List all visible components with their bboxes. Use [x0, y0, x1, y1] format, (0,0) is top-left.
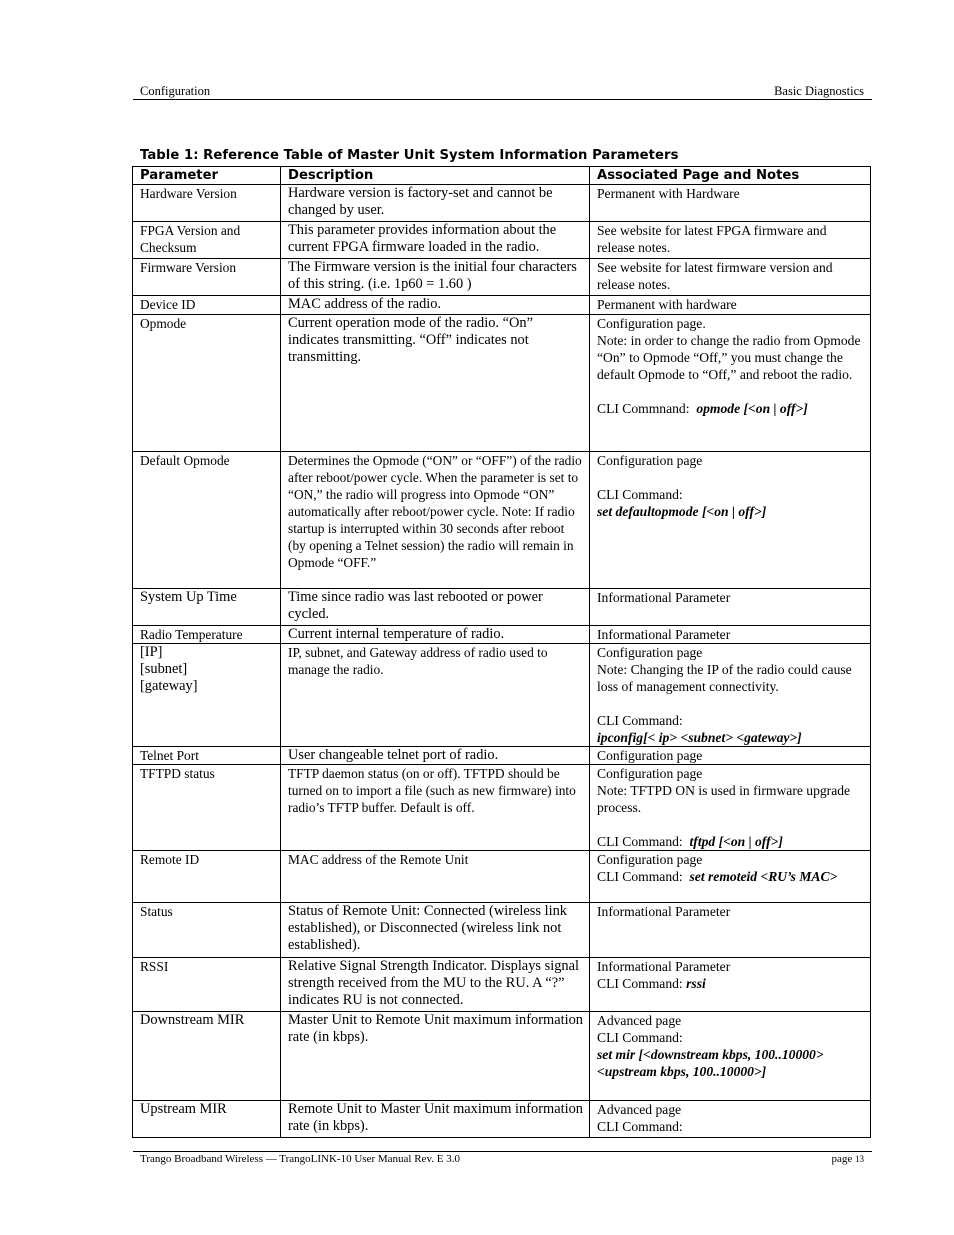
notes-cell	[590, 644, 871, 747]
desc-cell: Relative Signal Strength Indicator. Displays signal strength received from the MU to the RU. A “?” indicates RU is not connected.	[281, 958, 590, 1012]
desc-cell: Remote Unit to Master Unit maximum information rate (in kbps).	[281, 1101, 590, 1138]
param-cell: Firmware Version	[133, 259, 281, 296]
cli-label: CLI Command:	[597, 834, 683, 849]
cli-command: ipconfig[< ip> <subnet> <gateway>]	[597, 730, 802, 745]
desc-cell: This parameter provides information about the current FPGA firmware loaded in the radio.	[281, 222, 590, 259]
notes-text: Advanced page	[597, 1013, 682, 1028]
param-cell: RSSI	[133, 958, 281, 1012]
table-row	[133, 958, 871, 1012]
cli-line	[597, 833, 866, 850]
param-cell: Hardware Version	[133, 185, 281, 222]
desc-cell: MAC address of the Remote Unit	[281, 851, 590, 903]
cli-label: CLI Command:	[597, 713, 683, 728]
cli-command: rssi	[686, 976, 706, 991]
notes-cell: Informational Parameter	[590, 903, 871, 958]
notes-cell	[590, 1012, 871, 1101]
notes-cell	[590, 452, 871, 589]
notes-text: Configuration page	[597, 852, 703, 867]
param-cell: Default Opmode	[133, 452, 281, 589]
desc-cell: Master Unit to Remote Unit maximum information rate (in kbps).	[281, 1012, 590, 1101]
cli-line	[597, 975, 866, 992]
table-row	[133, 222, 871, 259]
cli-command: set mir [<downstream kbps, 100..10000> <upstream kbps, 100..10000>]	[597, 1047, 824, 1079]
cli-command: set defaultopmode [<on | off>]	[597, 504, 767, 519]
table-row	[133, 315, 871, 452]
column-header: Associated Page and Notes	[590, 167, 871, 185]
param-cell: Downstream MIR	[133, 1012, 281, 1101]
notes-cell: See website for latest FPGA firmware and release notes.	[590, 222, 871, 259]
desc-cell: Current operation mode of the radio. “On” indicates transmitting. “Off” indicates not transmitting.	[281, 315, 590, 452]
column-header: Description	[281, 167, 590, 185]
notes-text: Note: Changing the IP of the radio could cause loss of management connectivity.	[597, 662, 852, 694]
desc-cell: User changeable telnet port of radio.	[281, 747, 590, 765]
param-line: [subnet]	[140, 661, 188, 677]
notes-text: Informational Parameter	[597, 959, 731, 974]
desc-cell: Hardware version is factory-set and cannot be changed by user.	[281, 185, 590, 222]
cli-label: CLI Command:	[597, 1030, 683, 1045]
cli-line	[597, 400, 866, 417]
desc-cell: Status of Remote Unit: Connected (wireless link established), or Disconnected (wireless link not established).	[281, 903, 590, 958]
cli-label: CLI Commnand:	[597, 401, 690, 416]
footer-page	[831, 1153, 864, 1165]
param-cell: Radio Temperature	[133, 626, 281, 644]
param-cell: Upstream MIR	[133, 1101, 281, 1138]
param-line: [IP]	[140, 644, 163, 660]
table-row	[133, 296, 871, 315]
table-row	[133, 259, 871, 296]
table-row	[133, 626, 871, 644]
table-row	[133, 851, 871, 903]
param-cell	[133, 644, 281, 747]
notes-cell: Configuration page	[590, 747, 871, 765]
cli-line	[597, 868, 866, 885]
cli-label: CLI Command:	[597, 1119, 683, 1134]
notes-cell	[590, 1101, 871, 1138]
column-header: Parameter	[133, 167, 281, 185]
desc-cell: IP, subnet, and Gateway address of radio used to manage the radio.	[281, 644, 590, 747]
notes-cell	[590, 765, 871, 851]
param-cell: FPGA Version and Checksum	[133, 222, 281, 259]
param-cell: Telnet Port	[133, 747, 281, 765]
desc-cell: Determines the Opmode (“ON” or “OFF”) of the radio after reboot/power cycle. When the parameter is set to “ON,” the radio will progress into Opmode “ON” automatically after reboot/power cycle. Note: If radio startup is interrupted within 30 seconds after reboot (by opening a Telnet session) the radio will remain in Opmode “OFF.”	[281, 452, 590, 589]
cli-label: CLI Command:	[597, 869, 683, 884]
param-cell: Opmode	[133, 315, 281, 452]
notes-cell: Permanent with Hardware	[590, 185, 871, 222]
table-row	[133, 644, 871, 747]
notes-text: Configuration page	[597, 645, 703, 660]
notes-cell: Informational Parameter	[590, 626, 871, 644]
notes-cell: Permanent with hardware	[590, 296, 871, 315]
table-row	[133, 185, 871, 222]
notes-cell	[590, 315, 871, 452]
cli-label: CLI Command:	[597, 976, 683, 991]
param-cell: Remote ID	[133, 851, 281, 903]
notes-cell: Informational Parameter	[590, 589, 871, 626]
table-row	[133, 589, 871, 626]
header-section-left: Configuration	[140, 84, 211, 98]
param-cell: Device ID	[133, 296, 281, 315]
desc-cell: Current internal temperature of radio.	[281, 626, 590, 644]
param-cell: Status	[133, 903, 281, 958]
cli-label: CLI Command:	[597, 487, 683, 502]
reference-table	[132, 166, 871, 1138]
param-cell: TFTPD status	[133, 765, 281, 851]
table-row	[133, 1101, 871, 1138]
table-header-row	[133, 167, 871, 185]
footer-manual-title: Trango Broadband Wireless — TrangoLINK-10 User Manual Rev. E 3.0	[140, 1153, 460, 1165]
notes-text: Note: TFTPD ON is used in firmware upgrade process.	[597, 783, 851, 815]
cli-command: set remoteid <RU’s MAC>	[689, 869, 838, 884]
desc-cell: Time since radio was last rebooted or power cycled.	[281, 589, 590, 626]
param-line: [gateway]	[140, 678, 198, 694]
notes-cell: See website for latest firmware version and release notes.	[590, 259, 871, 296]
table-title: Table 1: Reference Table of Master Unit System Information Parameters	[140, 148, 679, 163]
page-footer	[133, 1151, 872, 1168]
table-row	[133, 452, 871, 589]
desc-cell: MAC address of the radio.	[281, 296, 590, 315]
page-label: page	[831, 1153, 853, 1165]
desc-cell: TFTP daemon status (on or off). TFTPD should be turned on to import a file (such as new firmware) into radio’s TFTP buffer. Default is off.	[281, 765, 590, 851]
notes-text: Advanced page	[597, 1102, 682, 1117]
notes-text: Note: in order to change the radio from Opmode “On” to Opmode “Off,” you must change the default Opmode to “Off,” and reboot the radio.	[597, 333, 861, 382]
notes-cell	[590, 958, 871, 1012]
page-number: 13	[855, 1154, 864, 1164]
notes-text: Configuration page.	[597, 316, 706, 331]
header-section-right: Basic Diagnostics	[774, 84, 864, 98]
param-cell: System Up Time	[133, 589, 281, 626]
table-row	[133, 903, 871, 958]
table-row	[133, 747, 871, 765]
cli-command: tftpd [<on | off>]	[689, 834, 783, 849]
notes-text: Configuration page	[597, 766, 703, 781]
table-row	[133, 1012, 871, 1101]
notes-cell	[590, 851, 871, 903]
page-header	[133, 84, 872, 100]
notes-text: Configuration page	[597, 453, 703, 468]
desc-cell: The Firmware version is the initial four characters of this string. (i.e. 1p60 = 1.60 )	[281, 259, 590, 296]
cli-command: opmode [<on | off>]	[696, 401, 808, 416]
table-row	[133, 765, 871, 851]
